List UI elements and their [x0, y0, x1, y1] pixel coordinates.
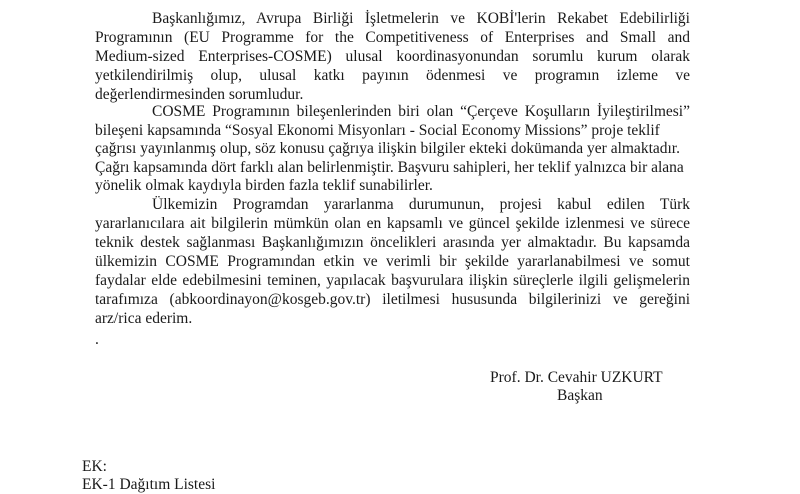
paragraph-3-line-5: faydalar elde edebilmesini teminen, yapılacak başvurulara ilişkin süreçlerle ilgili gelişmelerin [95, 272, 690, 289]
signature-name: Prof. Dr. Cevahir UZKURT [490, 369, 663, 386]
paragraph-2-line-2: bileşeni kapsamında “Sosyal Ekonomi Misyonları - Social Economy Missions” proje teklif [95, 122, 660, 139]
paragraph-3-line-2: yararlanıcılara ait bilgilerin mümkün olan en kapsamlı ve güncel şekilde izlenmesi ve sürece [95, 215, 690, 232]
paragraph-3-line-6: tarafımıza (abkoordinayon@kosgeb.gov.tr) iletilmesi hususunda bilgilerinizi ve gereğini [95, 291, 690, 308]
paragraph-1-line-1: Başkanlığımız, Avrupa Birliği İşletmelerin ve KOBİ'lerin Rekabet Edebilirliği [152, 10, 690, 27]
attachment-item: EK-1 Dağıtım Listesi [82, 476, 216, 493]
paragraph-1-line-3: Medium-sized Enterprises-COSME) ulusal koordinasyonundan sorumlu kurum olarak [95, 48, 690, 65]
paragraph-2-line-4: Çağrı kapsamında dört farklı alan belirlenmiştir. Başvuru sahipleri, her teklif yalnızca bir alana [95, 159, 684, 176]
paragraph-2-line-1: COSME Programının bileşenlerinden biri olan “Çerçeve Koşulların İyileştirilmesi” [152, 103, 690, 120]
paragraph-3-line-7: arz/rica ederim. [95, 310, 193, 327]
paragraph-1-line-2: Programının (EU Programme for the Competitiveness of Enterprises and Small and [95, 29, 690, 46]
paragraph-2-line-3: çağrısı yayınlanmış olup, söz konusu çağrıya ilişkin bilgiler ekteki dokümanda yer almaktadır. [95, 140, 680, 157]
paragraph-3-line-3: teknik destek sağlanması Başkanlığımızın öncelikleri arasında yer almaktadır. Bu kapsamda [95, 234, 690, 251]
attachments-heading: EK: [82, 458, 107, 475]
paragraph-3-line-1: Ülkemizin Programdan yararlanma durumunun, projesi kabul edilen Türk [152, 196, 690, 213]
paragraph-2-line-5: yönelik olmak kaydıyla birden fazla teklif sunabilirler. [95, 177, 433, 194]
stray-dot: . [95, 331, 99, 348]
paragraph-1-line-5: değerlendirmesinden sorumludur. [95, 86, 304, 103]
paragraph-1-line-4: yetkilendirilmiş olup, ulusal katkı payının ödenmesi ve programın izleme ve [95, 67, 690, 84]
paragraph-3-line-4: ülkemizin COSME Programından etkin ve verimli bir şekilde yararlanabilmesi ve somut [95, 253, 690, 270]
signature-title: Başkan [557, 387, 603, 404]
